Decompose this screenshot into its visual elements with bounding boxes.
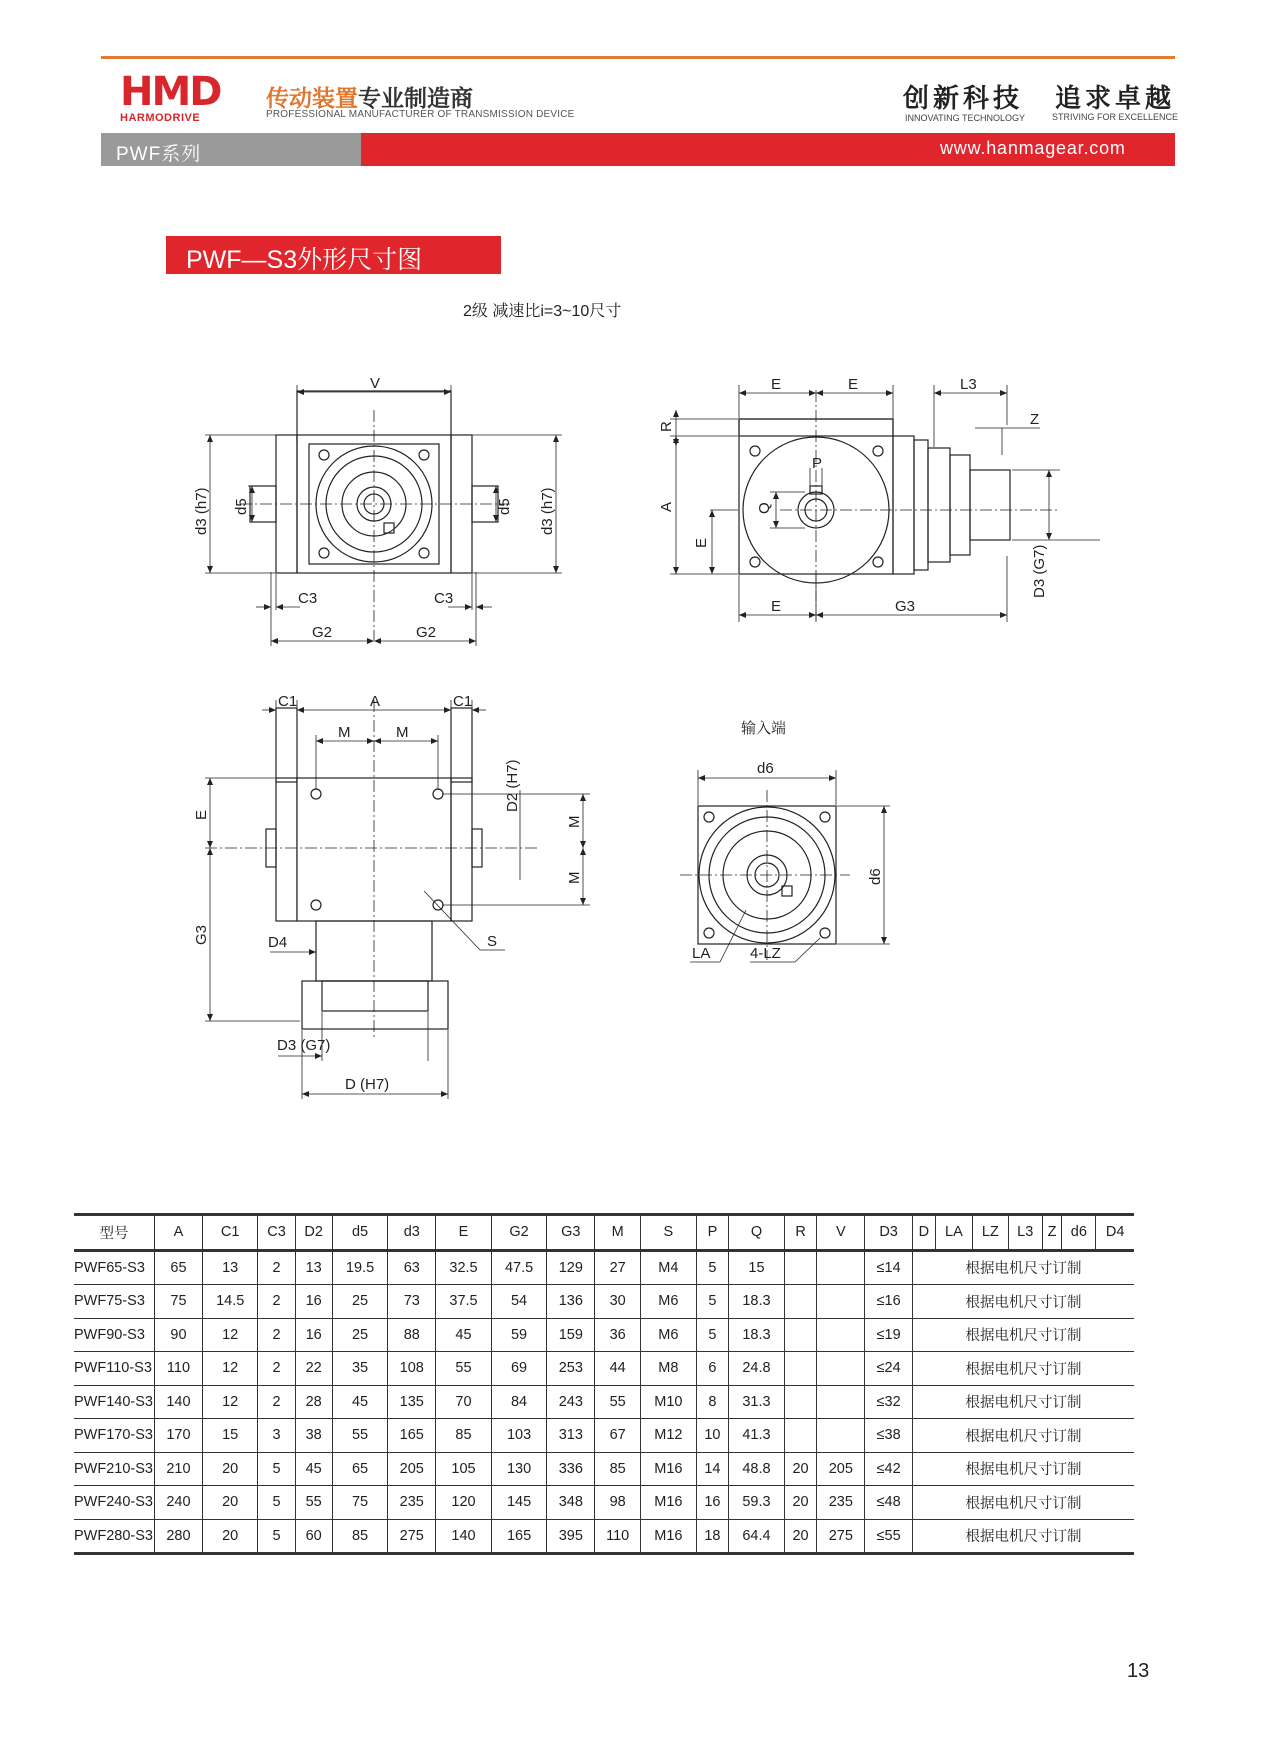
dim-G2-right: G2 bbox=[416, 624, 437, 641]
cell-G2: 69 bbox=[491, 1352, 547, 1386]
table-row bbox=[74, 1452, 1134, 1486]
col-header: d6 bbox=[1062, 1215, 1096, 1251]
cell-D3: ≤48 bbox=[865, 1486, 913, 1520]
col-header: C3 bbox=[258, 1215, 295, 1251]
cell-S: M8 bbox=[641, 1352, 697, 1386]
col-header: G2 bbox=[491, 1215, 547, 1251]
dim-A-top: A bbox=[370, 693, 381, 710]
cell-G3: 336 bbox=[547, 1452, 595, 1486]
dim-M-4: M bbox=[566, 871, 583, 884]
cell-model: PWF110-S3 bbox=[74, 1352, 155, 1386]
cell-A: 240 bbox=[155, 1486, 203, 1520]
cell-Q: 18.3 bbox=[729, 1318, 785, 1352]
cell-V: 235 bbox=[817, 1486, 865, 1520]
cell-P: 6 bbox=[696, 1352, 729, 1386]
cell-R: 20 bbox=[784, 1452, 817, 1486]
cell-d3: 108 bbox=[388, 1352, 436, 1386]
cell-Q: 41.3 bbox=[729, 1419, 785, 1453]
cell-V bbox=[817, 1352, 865, 1386]
spec-table bbox=[74, 1213, 1134, 1555]
cell-C3: 5 bbox=[258, 1452, 295, 1486]
col-header: Q bbox=[729, 1215, 785, 1251]
cell-model: PWF280-S3 bbox=[74, 1519, 155, 1554]
cell-S: M4 bbox=[641, 1250, 697, 1285]
cell-P: 8 bbox=[696, 1385, 729, 1419]
col-header: d3 bbox=[388, 1215, 436, 1251]
cell-C1: 13 bbox=[202, 1250, 258, 1285]
cell-d5: 35 bbox=[332, 1352, 388, 1386]
cell-G2: 130 bbox=[491, 1452, 547, 1486]
cell-M: 85 bbox=[595, 1452, 641, 1486]
cell-G2: 59 bbox=[491, 1318, 547, 1352]
col-header: C1 bbox=[202, 1215, 258, 1251]
cell-M: 110 bbox=[595, 1519, 641, 1554]
cell-G2: 84 bbox=[491, 1385, 547, 1419]
cell-Q: 15 bbox=[729, 1250, 785, 1285]
cell-E: 37.5 bbox=[436, 1285, 492, 1319]
cell-custom-note: 根据电机尺寸订制 bbox=[965, 1294, 1082, 1311]
cell-P: 14 bbox=[696, 1452, 729, 1486]
cell-M: 44 bbox=[595, 1352, 641, 1386]
dim-E-side: E bbox=[693, 537, 710, 548]
cell-custom-note: 根据电机尺寸订制 bbox=[965, 1395, 1082, 1412]
slogan-striving: 追求卓越 bbox=[1055, 84, 1176, 114]
cell-M: 55 bbox=[595, 1385, 641, 1419]
cell-D3: ≤16 bbox=[865, 1285, 913, 1319]
cell-G3: 243 bbox=[547, 1385, 595, 1419]
dim-V: V bbox=[370, 375, 381, 392]
cell-d3: 73 bbox=[388, 1285, 436, 1319]
cell-D2: 16 bbox=[295, 1318, 332, 1352]
cell-V bbox=[817, 1318, 865, 1352]
cell-Q: 64.4 bbox=[729, 1519, 785, 1554]
dim-d6-top: d6 bbox=[757, 760, 774, 777]
dim-4-LZ: 4-LZ bbox=[750, 945, 781, 962]
cell-D2: 16 bbox=[295, 1285, 332, 1319]
dim-C1-left: C1 bbox=[278, 693, 298, 710]
col-header: LZ bbox=[973, 1215, 1009, 1251]
cell-M: 27 bbox=[595, 1250, 641, 1285]
cell-S: M6 bbox=[641, 1318, 697, 1352]
cell-D3: ≤55 bbox=[865, 1519, 913, 1554]
col-header: D3 bbox=[865, 1215, 913, 1251]
tagline-cn-a: 传动装置 bbox=[266, 85, 358, 111]
dim-E-bottom: E bbox=[771, 598, 782, 615]
cell-A: 65 bbox=[155, 1250, 203, 1285]
slogan-innovating: 创新科技 bbox=[903, 84, 1024, 114]
table-row bbox=[74, 1385, 1134, 1419]
cell-C1: 20 bbox=[202, 1519, 258, 1554]
cell-D3: ≤42 bbox=[865, 1452, 913, 1486]
cell-M: 67 bbox=[595, 1419, 641, 1453]
col-header: 型号 bbox=[74, 1215, 155, 1251]
cell-d5: 65 bbox=[332, 1452, 388, 1486]
col-header: A bbox=[155, 1215, 203, 1251]
cell-M: 98 bbox=[595, 1486, 641, 1520]
cell-V bbox=[817, 1250, 865, 1285]
table-row bbox=[74, 1352, 1134, 1386]
cell-C3: 2 bbox=[258, 1385, 295, 1419]
cell-d3: 135 bbox=[388, 1385, 436, 1419]
col-header: D4 bbox=[1105, 1224, 1125, 1241]
cell-Q: 31.3 bbox=[729, 1385, 785, 1419]
cell-C1: 15 bbox=[202, 1419, 258, 1453]
dim-d6-side: d6 bbox=[867, 868, 884, 885]
website-link[interactable]: www.hanmagear.com bbox=[940, 138, 1126, 158]
section-subtitle: 2级 减速比i=3~10尺寸 bbox=[463, 303, 622, 320]
company-logo: HMD bbox=[120, 69, 221, 115]
cell-E: 70 bbox=[436, 1385, 492, 1419]
dim-G3-left: G3 bbox=[193, 924, 210, 945]
col-header: d5 bbox=[332, 1215, 388, 1251]
cell-D2: 28 bbox=[295, 1385, 332, 1419]
cell-E: 32.5 bbox=[436, 1250, 492, 1285]
cell-V bbox=[817, 1285, 865, 1319]
cell-custom-note: 根据电机尺寸订制 bbox=[965, 1261, 1082, 1278]
col-header: L3 bbox=[1008, 1215, 1042, 1251]
cell-R bbox=[784, 1318, 817, 1352]
dim-A: A bbox=[658, 501, 675, 512]
col-header: P bbox=[696, 1215, 729, 1251]
cell-P: 5 bbox=[696, 1285, 729, 1319]
cell-A: 110 bbox=[155, 1352, 203, 1386]
cell-d5: 85 bbox=[332, 1519, 388, 1554]
cell-E: 55 bbox=[436, 1352, 492, 1386]
cell-P: 5 bbox=[696, 1250, 729, 1285]
cell-custom-note: 根据电机尺寸订制 bbox=[965, 1529, 1082, 1546]
cell-d3: 235 bbox=[388, 1486, 436, 1520]
series-label: PWF系列 bbox=[116, 144, 202, 165]
col-header: D bbox=[912, 1215, 935, 1251]
cell-E: 85 bbox=[436, 1419, 492, 1453]
cell-d3: 63 bbox=[388, 1250, 436, 1285]
dim-G2-left: G2 bbox=[312, 624, 333, 641]
cell-d3: 88 bbox=[388, 1318, 436, 1352]
cell-R bbox=[784, 1285, 817, 1319]
cell-G2: 145 bbox=[491, 1486, 547, 1520]
cell-R bbox=[784, 1419, 817, 1453]
dim-D3-right: D3 (G7) bbox=[1031, 544, 1048, 598]
cell-V bbox=[817, 1419, 865, 1453]
cell-E: 45 bbox=[436, 1318, 492, 1352]
dim-C3-left: C3 bbox=[298, 590, 318, 607]
cell-G2: 103 bbox=[491, 1419, 547, 1453]
cell-D3: ≤38 bbox=[865, 1419, 913, 1453]
cell-C1: 12 bbox=[202, 1352, 258, 1386]
cell-C3: 2 bbox=[258, 1285, 295, 1319]
dim-D: D (H7) bbox=[345, 1076, 390, 1093]
col-header: M bbox=[595, 1215, 641, 1251]
cell-model: PWF65-S3 bbox=[74, 1250, 155, 1285]
dim-d5-left: d5 bbox=[233, 498, 250, 515]
cell-custom-note: 根据电机尺寸订制 bbox=[965, 1462, 1082, 1479]
cell-model: PWF90-S3 bbox=[74, 1318, 155, 1352]
cell-S: M16 bbox=[641, 1486, 697, 1520]
cell-G3: 348 bbox=[547, 1486, 595, 1520]
cell-model: PWF140-S3 bbox=[74, 1385, 155, 1419]
cell-P: 10 bbox=[696, 1419, 729, 1453]
cell-P: 5 bbox=[696, 1318, 729, 1352]
cell-V: 275 bbox=[817, 1519, 865, 1554]
cell-A: 75 bbox=[155, 1285, 203, 1319]
cell-D3: ≤14 bbox=[865, 1250, 913, 1285]
table-row bbox=[74, 1419, 1134, 1453]
cell-d3: 275 bbox=[388, 1519, 436, 1554]
cell-Q: 59.3 bbox=[729, 1486, 785, 1520]
cell-A: 140 bbox=[155, 1385, 203, 1419]
cell-A: 90 bbox=[155, 1318, 203, 1352]
cell-d5: 75 bbox=[332, 1486, 388, 1520]
dim-M-3: M bbox=[566, 815, 583, 828]
dim-D3-bottom: D3 (G7) bbox=[277, 1037, 331, 1054]
table-body bbox=[74, 1250, 1134, 1554]
cell-S: M12 bbox=[641, 1419, 697, 1453]
dim-E-top-2: E bbox=[848, 376, 859, 393]
dim-R: R bbox=[658, 421, 675, 432]
cell-Q: 18.3 bbox=[729, 1285, 785, 1319]
cell-R: 20 bbox=[784, 1519, 817, 1554]
cell-A: 280 bbox=[155, 1519, 203, 1554]
cell-C3: 3 bbox=[258, 1419, 295, 1453]
cell-d3: 165 bbox=[388, 1419, 436, 1453]
cell-Q: 24.8 bbox=[729, 1352, 785, 1386]
cell-D2: 13 bbox=[295, 1250, 332, 1285]
dim-d3-left: d3 (h7) bbox=[193, 487, 210, 535]
cell-model: PWF170-S3 bbox=[74, 1419, 155, 1453]
dim-G3: G3 bbox=[895, 598, 916, 615]
cell-model: PWF240-S3 bbox=[74, 1486, 155, 1520]
cell-C1: 20 bbox=[202, 1452, 258, 1486]
view-top bbox=[205, 700, 590, 1099]
cell-C3: 5 bbox=[258, 1519, 295, 1554]
dim-M-1: M bbox=[338, 724, 351, 741]
cell-D2: 38 bbox=[295, 1419, 332, 1453]
cell-d5: 25 bbox=[332, 1285, 388, 1319]
col-header: G3 bbox=[547, 1215, 595, 1251]
cell-D3: ≤24 bbox=[865, 1352, 913, 1386]
company-logo-name: HARMODRIVE bbox=[120, 112, 201, 124]
cell-C1: 12 bbox=[202, 1385, 258, 1419]
section-title: PWF—S3外形尺寸图 bbox=[186, 246, 423, 274]
cell-G2: 47.5 bbox=[491, 1250, 547, 1285]
dim-LA: LA bbox=[692, 945, 711, 962]
cell-D2: 55 bbox=[295, 1486, 332, 1520]
input-end-label: 输入端 bbox=[741, 720, 787, 737]
view-input-end bbox=[680, 770, 890, 962]
cell-custom-note: 根据电机尺寸订制 bbox=[965, 1328, 1082, 1345]
cell-D2: 22 bbox=[295, 1352, 332, 1386]
cell-G3: 136 bbox=[547, 1285, 595, 1319]
cell-G3: 159 bbox=[547, 1318, 595, 1352]
cell-G3: 313 bbox=[547, 1419, 595, 1453]
table-row bbox=[74, 1519, 1134, 1554]
cell-M: 30 bbox=[595, 1285, 641, 1319]
cell-G3: 253 bbox=[547, 1352, 595, 1386]
dim-D2: D2 (H7) bbox=[504, 759, 521, 812]
cell-C3: 5 bbox=[258, 1486, 295, 1520]
cell-C1: 14.5 bbox=[202, 1285, 258, 1319]
cell-S: M16 bbox=[641, 1519, 697, 1554]
cell-E: 140 bbox=[436, 1519, 492, 1554]
dim-S: S bbox=[487, 933, 498, 950]
slogan-innovating-en: INNOVATING TECHNOLOGY bbox=[905, 113, 1026, 123]
dim-M-2: M bbox=[396, 724, 409, 741]
cell-R bbox=[784, 1250, 817, 1285]
cell-custom-note: 根据电机尺寸订制 bbox=[965, 1495, 1082, 1512]
cell-S: M10 bbox=[641, 1385, 697, 1419]
table-row bbox=[74, 1285, 1134, 1319]
cell-D3: ≤32 bbox=[865, 1385, 913, 1419]
cell-S: M6 bbox=[641, 1285, 697, 1319]
slogan-striving-en: STRIVING FOR EXCELLENCE bbox=[1052, 112, 1179, 122]
dim-d5-right: d5 bbox=[496, 498, 513, 515]
dim-P: P bbox=[812, 455, 823, 472]
page-number: 13 bbox=[1127, 1660, 1150, 1682]
cell-G2: 165 bbox=[491, 1519, 547, 1554]
dim-C3-right: C3 bbox=[434, 590, 454, 607]
cell-V bbox=[817, 1385, 865, 1419]
dim-E-left: E bbox=[193, 809, 210, 820]
cell-d5: 19.5 bbox=[332, 1250, 388, 1285]
cell-d5: 25 bbox=[332, 1318, 388, 1352]
col-header: V bbox=[817, 1215, 865, 1251]
cell-d5: 55 bbox=[332, 1419, 388, 1453]
cell-model: PWF210-S3 bbox=[74, 1452, 155, 1486]
dim-C1-right: C1 bbox=[453, 693, 473, 710]
col-header: Z bbox=[1042, 1215, 1062, 1251]
col-header: D2 bbox=[295, 1215, 332, 1251]
dim-Z: Z bbox=[1030, 411, 1040, 428]
cell-custom-note: 根据电机尺寸订制 bbox=[965, 1428, 1082, 1445]
tagline-en: PROFESSIONAL MANUFACTURER OF TRANSMISSION DEVICE bbox=[266, 109, 575, 120]
cell-custom-note: 根据电机尺寸订制 bbox=[965, 1361, 1082, 1378]
table-row bbox=[74, 1318, 1134, 1352]
col-header: LA bbox=[935, 1215, 972, 1251]
cell-C3: 2 bbox=[258, 1318, 295, 1352]
cell-E: 120 bbox=[436, 1486, 492, 1520]
cell-A: 210 bbox=[155, 1452, 203, 1486]
cell-d5: 45 bbox=[332, 1385, 388, 1419]
dim-d3-right: d3 (h7) bbox=[539, 487, 556, 535]
dim-E-top-1: E bbox=[771, 376, 782, 393]
col-header: S bbox=[641, 1215, 697, 1251]
cell-S: M16 bbox=[641, 1452, 697, 1486]
cell-Q: 48.8 bbox=[729, 1452, 785, 1486]
cell-G3: 129 bbox=[547, 1250, 595, 1285]
dim-Q: Q bbox=[756, 502, 773, 514]
table-row bbox=[74, 1486, 1134, 1520]
cell-R bbox=[784, 1352, 817, 1386]
cell-D2: 45 bbox=[295, 1452, 332, 1486]
cell-d3: 205 bbox=[388, 1452, 436, 1486]
cell-P: 16 bbox=[696, 1486, 729, 1520]
cell-D2: 60 bbox=[295, 1519, 332, 1554]
cell-A: 170 bbox=[155, 1419, 203, 1453]
dim-D4: D4 bbox=[268, 934, 288, 951]
cell-C1: 12 bbox=[202, 1318, 258, 1352]
cell-G2: 54 bbox=[491, 1285, 547, 1319]
cell-R bbox=[784, 1385, 817, 1419]
table-row bbox=[74, 1250, 1134, 1285]
cell-C3: 2 bbox=[258, 1352, 295, 1386]
cell-C1: 20 bbox=[202, 1486, 258, 1520]
cell-G3: 395 bbox=[547, 1519, 595, 1554]
col-header: E bbox=[436, 1215, 492, 1251]
cell-C3: 2 bbox=[258, 1250, 295, 1285]
cell-D3: ≤19 bbox=[865, 1318, 913, 1352]
cell-R: 20 bbox=[784, 1486, 817, 1520]
cell-P: 18 bbox=[696, 1519, 729, 1554]
dim-L3: L3 bbox=[960, 376, 977, 393]
cell-M: 36 bbox=[595, 1318, 641, 1352]
cell-E: 105 bbox=[436, 1452, 492, 1486]
cell-model: PWF75-S3 bbox=[74, 1285, 155, 1319]
table-header-row bbox=[74, 1215, 1134, 1251]
col-header: R bbox=[784, 1215, 817, 1251]
tagline-cn-b: 专业制造商 bbox=[358, 85, 473, 111]
cell-V: 205 bbox=[817, 1452, 865, 1486]
